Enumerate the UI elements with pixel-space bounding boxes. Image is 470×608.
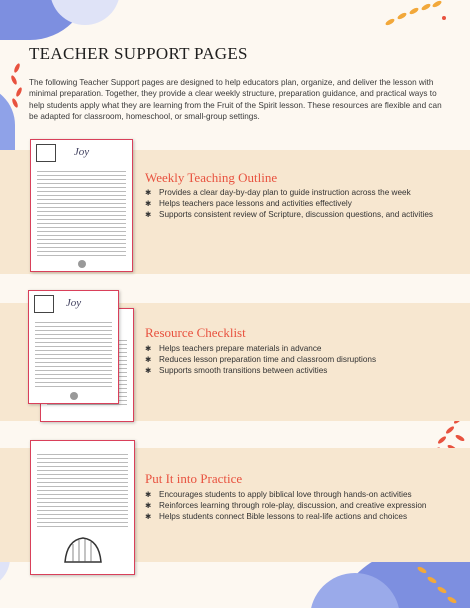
list-item: ✱ Supports consistent review of Scripture, discussion questions, and activities — [145, 209, 445, 220]
leaf-sprig-top-right-icon — [380, 0, 450, 30]
thumbnail-text-lines — [37, 168, 126, 257]
list-item: ✱ Provides a clear day-by-day plan to guide instruction across the week — [145, 187, 445, 198]
thumbnail-title: Joy — [73, 146, 90, 158]
intro-paragraph: The following Teacher Support pages are designed to help educators plan, organize, and deliver the lesson with minimal preparation. Together, they provide a clear weekly structure, preparation guidance, and practical ways to help students apply what they are learning from the Fruit of the Spirit lesson. These resources are flexible and can be adapted for classroom, homeschool, or small-group settings. — [29, 78, 442, 121]
leaf-sprig-bottom-right-icon — [410, 560, 470, 608]
list-item: ✱ Helps teachers prepare materials in advance — [145, 343, 445, 354]
thumbnail-text-lines — [35, 319, 112, 389]
section-heading-weekly-teaching-outline: Weekly Teaching Outline — [145, 170, 278, 185]
thumbnail-page-dot — [70, 392, 78, 400]
list-item: ✱ Reinforces learning through role-play, discussion, and creative expression — [145, 500, 445, 511]
bullet-list-resource-checklist — [145, 343, 445, 376]
resource-checklist-thumbnail — [28, 290, 119, 404]
bullet-list-put-it-into-practice — [145, 489, 445, 522]
section-heading-resource-checklist: Resource Checklist — [145, 325, 246, 340]
page-title: TEACHER SUPPORT PAGES — [29, 44, 248, 63]
harp-illustration-icon — [61, 534, 105, 564]
list-item: ✱ Helps teachers pace lessons and activities effectively — [145, 198, 445, 209]
bullet-list-weekly-teaching-outline — [145, 187, 445, 220]
weekly-outline-thumbnail — [30, 139, 133, 272]
list-item: ✱ Encourages students to apply biblical love through hands-on activities — [145, 489, 445, 500]
thumbnail-page-dot — [78, 260, 86, 268]
leaf-sprig-left-icon — [6, 60, 28, 110]
thumbnail-title: Joy — [65, 297, 82, 309]
section-heading-put-it-into-practice: Put It into Practice — [145, 471, 243, 486]
put-it-into-practice-thumbnail — [30, 440, 135, 575]
list-item: ✱ Supports smooth transitions between activities — [145, 365, 445, 376]
list-item: ✱ Helps students connect Bible lessons to real-life actions and choices — [145, 511, 445, 522]
thumbnail-text-lines — [37, 451, 128, 530]
list-item: ✱ Reduces lesson preparation time and classroom disruptions — [145, 354, 445, 365]
